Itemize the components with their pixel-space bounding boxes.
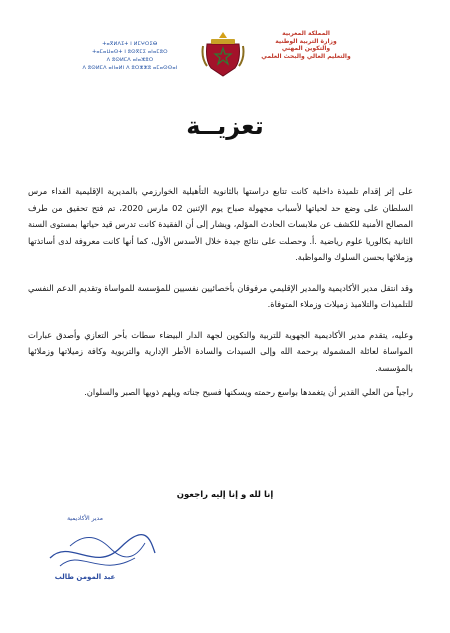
header-arabic-line: وزارة التربية الوطنية	[275, 37, 337, 45]
header-arabic-line: المملكة المغربية	[282, 30, 330, 37]
header-arabic	[250, 30, 362, 60]
header-tifinagh-line: ⴷ ⵓⵙⵍⵎⴷ ⴰⵏⵏⴰⵍⵏ ⴷ ⵓⵔⵣⵣⵓ ⴰⵎⴰⵙⵙⴰⵏ	[82, 65, 178, 71]
header-tifinagh-line: ⵜⴰⴳⵍⴷⵉⵜ ⵏ ⵍⵎⵖⵔⵉⴱ	[102, 41, 158, 47]
header-tifinagh-line: ⵜⴰⵎⴰⵡⴰⵙⵜ ⵏ ⵓⵙⴳⵎⵉ ⴰⵏⴰⵎⵓⵔ	[92, 49, 168, 55]
header-tifinagh-line: ⴷ ⵓⵙⵍⵎⴷ ⴰⵏⴰⵣⵓⵔ	[106, 57, 154, 63]
body-paragraph: على إثر إقدام تلميذة داخلية كانت تتابع دراستها بالثانوية التأهيلية الخوارزمي بالمديرية الإقليمية الفداء مرس السلطان على وضع حد لحياتها لأسباب مجهولة صباح يوم الإثنين 02 مارس 2020، تم فتح تحقيق من طرف المصالح الأمنية للكشف عن ملابسات الحادث المؤلم، ويشار إلى أن الفقيدة كانت تدرس قيد حياتها بمستوى السنة الثانية بكالوريا علوم رياضية .أ. وحصلت على نتائج جيدة خلال الأسدس الأول، كما أنها كانت معروفة لدى أساتذتها وزملائها بحسن السلوك والمواظبة.	[28, 186, 413, 262]
document-body	[28, 183, 413, 415]
body-paragraph: راجياً من العلي القدير أن يتغمدها بواسع رحمته ويسكنها فسيح جناته ويلهم ذويها الصبر والسلوان.	[84, 387, 413, 397]
header-tifinagh	[70, 40, 190, 72]
document-title: تعزيــة	[186, 112, 264, 140]
body-paragraph: وعليه، يتقدم مدير الأكاديمية الجهوية للتربية والتكوين لجهة الدار البيضاء سطات بأحر التعازي وأصدق عبارات المواساة لعائلة المشمولة برحمة الله وإلى السيدات والسادة الأطر الإدارية والتربوية وكافة زميلاتها وزملائها بالمؤسسة.	[28, 329, 413, 373]
signature-title: مدير الأكاديمية	[67, 515, 103, 522]
body-paragraph: وقد انتقل مدير الأكاديمية والمدير الإقليمي مرفوقان بأخصائيين نفسيين للمؤسسة للمواساة وتقديم الدعم النفسي للتلميذات والتلاميذ زميلات وزملاء المتوفاة.	[28, 282, 413, 309]
coat-of-arms-icon	[201, 30, 245, 78]
signature-name: عبد المومن طالب	[54, 573, 116, 581]
header-arabic-line: والتكوين المهني	[281, 45, 331, 52]
header-arabic-line: والتعليم العالي والبحث العلمي	[261, 52, 351, 60]
closing-phrase: إنا لله و إنا إليه راجعون	[176, 490, 274, 500]
